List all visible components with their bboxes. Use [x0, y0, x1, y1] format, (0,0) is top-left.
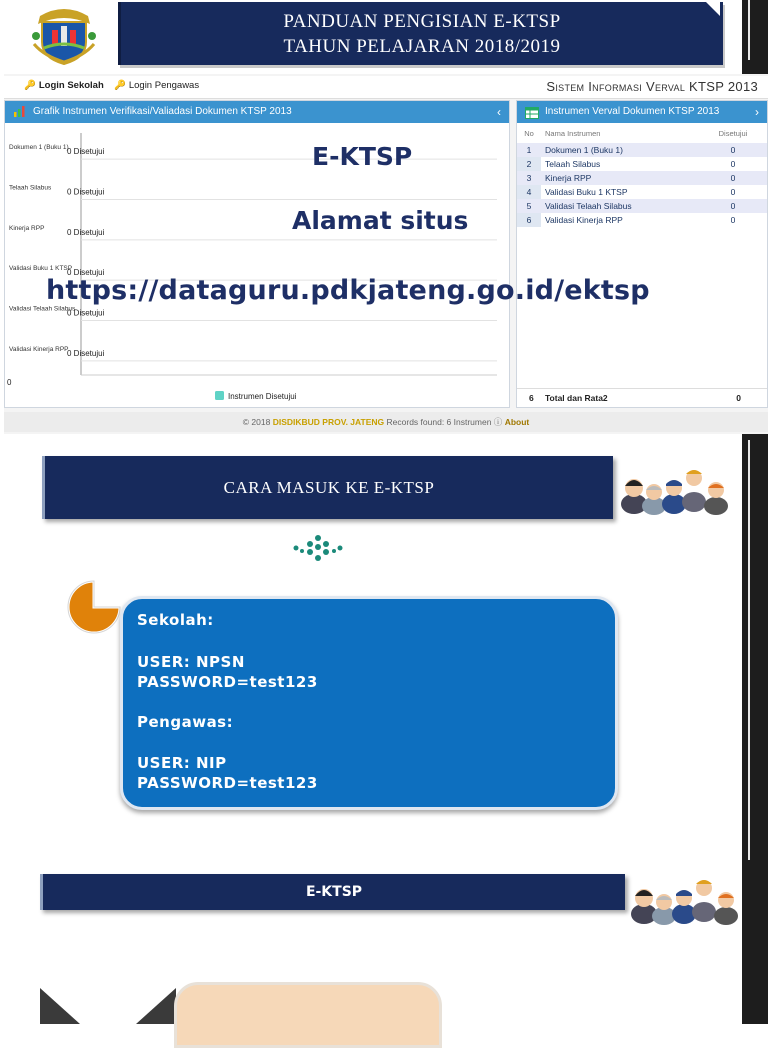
table-row[interactable]: [517, 157, 767, 171]
footer-brand: DISDIKBUD PROV. JATENG: [272, 417, 385, 427]
table-header-row: [517, 123, 767, 143]
expand-chevron-icon[interactable]: ›: [755, 105, 759, 119]
people-group-icon: [628, 870, 740, 926]
key-icon: 🔑: [114, 80, 126, 91]
row-no: 6: [517, 213, 541, 227]
category-label: Dokumen 1 (Buku 1): [9, 144, 69, 152]
legend-swatch: [215, 391, 224, 400]
row-val: 0: [730, 215, 736, 225]
chart-panel-title: Grafik Instrumen Verifikasi/Valiadasi Dokumen KTSP 2013: [33, 106, 292, 117]
table-row[interactable]: [517, 185, 767, 199]
login-sekolah-link[interactable]: [24, 80, 104, 91]
login-info-box: [120, 596, 618, 810]
row-no: 4: [517, 185, 541, 199]
row-name: Dokumen 1 (Buku 1): [541, 143, 699, 157]
login-sekolah-label: Login Sekolah: [38, 80, 104, 91]
app-footer: [4, 412, 768, 432]
row-name: Validasi Telaah Silabus: [541, 199, 699, 213]
dots-decoration-icon: [290, 533, 346, 563]
row-no: 3: [517, 171, 541, 185]
row-name: Kinerja RPP: [541, 171, 699, 185]
value-label: 0 Disetujui: [67, 308, 105, 318]
sekolah-password: PASSWORD=test123: [137, 673, 318, 691]
chart-panel-header: [5, 101, 509, 123]
alamat-situs-overlay: Alamat situs: [292, 206, 469, 235]
table-row[interactable]: [517, 213, 767, 227]
collapse-chevron-icon[interactable]: ‹: [497, 105, 501, 119]
row-name: Telaah Silabus: [545, 159, 601, 169]
value-label: 0 Disetujui: [67, 268, 105, 278]
sekolah-label: Sekolah:: [137, 611, 214, 629]
row-no: 2: [517, 157, 541, 171]
pie-decoration-icon: [64, 578, 124, 636]
row-val: 0: [699, 171, 767, 185]
row-val: 0: [699, 199, 767, 213]
bar-chart-icon: [13, 101, 27, 123]
col-nama: Nama Instrumen: [545, 128, 601, 138]
key-icon: 🔑: [24, 80, 36, 91]
value-label: 0 Disetujui: [67, 187, 105, 197]
people-group-icon: [618, 460, 730, 516]
section-title: E-KTSP: [305, 884, 363, 900]
table-panel: [516, 100, 768, 408]
section-banner-ektsp: [40, 874, 625, 910]
instrument-table: [517, 123, 767, 227]
row-name: Validasi Buku 1 KTSP: [545, 187, 628, 197]
jateng-emblem-logo: [30, 4, 98, 68]
table-row[interactable]: [517, 143, 767, 157]
table-row[interactable]: [517, 171, 767, 185]
section-banner-cara-masuk: [42, 456, 613, 519]
table-panel-title: Instrumen Verval Dokumen KTSP 2013: [545, 106, 720, 117]
category-label: Validasi Buku 1 KTSP: [9, 265, 73, 273]
row-val: 0: [730, 187, 736, 197]
records-text: Records found: 6 Instrumen: [386, 417, 492, 427]
section-title: CARA MASUK KE E-KTSP: [223, 478, 435, 497]
category-label: Kinerja RPP: [9, 224, 45, 232]
table-panel-header: [517, 101, 767, 123]
total-no: 6: [529, 393, 534, 403]
row-no: 1: [517, 143, 541, 157]
login-pengawas-link[interactable]: [114, 80, 199, 91]
about-link[interactable]: About: [504, 417, 530, 427]
header-title-line1: PANDUAN PENGISIAN E-KTSP: [283, 11, 561, 32]
row-val: 0: [730, 159, 736, 169]
value-label: 0 Disetujui: [67, 227, 105, 237]
sekolah-user: USER: NPSN: [137, 653, 245, 671]
category-label: Validasi Kinerja RPP: [9, 345, 69, 353]
header-title-line2: TAHUN PELAJARAN 2018/2019: [283, 36, 561, 57]
banner-fold: [706, 2, 720, 16]
total-label: Total dan Rata2: [545, 393, 608, 403]
pengawas-user: USER: NIP: [137, 754, 227, 772]
tan-box-decoration: [174, 982, 442, 1048]
legend-label: Instrumen Disetujui: [228, 392, 297, 401]
site-url[interactable]: https://dataguru.pdkjateng.go.id/ektsp: [46, 275, 650, 306]
total-row: [517, 388, 767, 407]
value-label: 0 Disetujui: [67, 147, 105, 157]
total-val: 0: [736, 393, 741, 403]
col-no: No: [524, 128, 534, 138]
row-no: 5: [517, 199, 541, 213]
bar-chart: [5, 123, 509, 407]
copyright-text: © 2018: [242, 417, 271, 427]
chart-panel: [4, 100, 510, 408]
table-row[interactable]: [517, 199, 767, 213]
col-disetujui: Disetujui: [718, 128, 748, 138]
category-label: Telaah Silabus: [9, 184, 52, 192]
strip-line: [748, 440, 750, 860]
login-pengawas-label: Login Pengawas: [128, 80, 200, 91]
row-val: 0: [699, 143, 767, 157]
axis-zero-label: 0: [7, 378, 12, 387]
category-label: Validasi Telaah Silabus: [9, 305, 76, 313]
pengawas-password: PASSWORD=test123: [137, 774, 318, 792]
value-label: 0 Disetujui: [67, 348, 105, 358]
ektsp-overlay: E-KTSP: [312, 142, 413, 171]
app-title: Sistem Informasi Verval KTSP 2013: [546, 79, 758, 94]
row-name: Validasi Kinerja RPP: [545, 215, 623, 225]
strip-line: [748, 0, 750, 60]
pengawas-label: Pengawas:: [137, 713, 234, 731]
header-banner: [118, 2, 723, 65]
info-icon: ⓘ: [493, 417, 503, 427]
app-topbar: [4, 76, 768, 99]
arrow-shape-decoration: [40, 982, 180, 1024]
